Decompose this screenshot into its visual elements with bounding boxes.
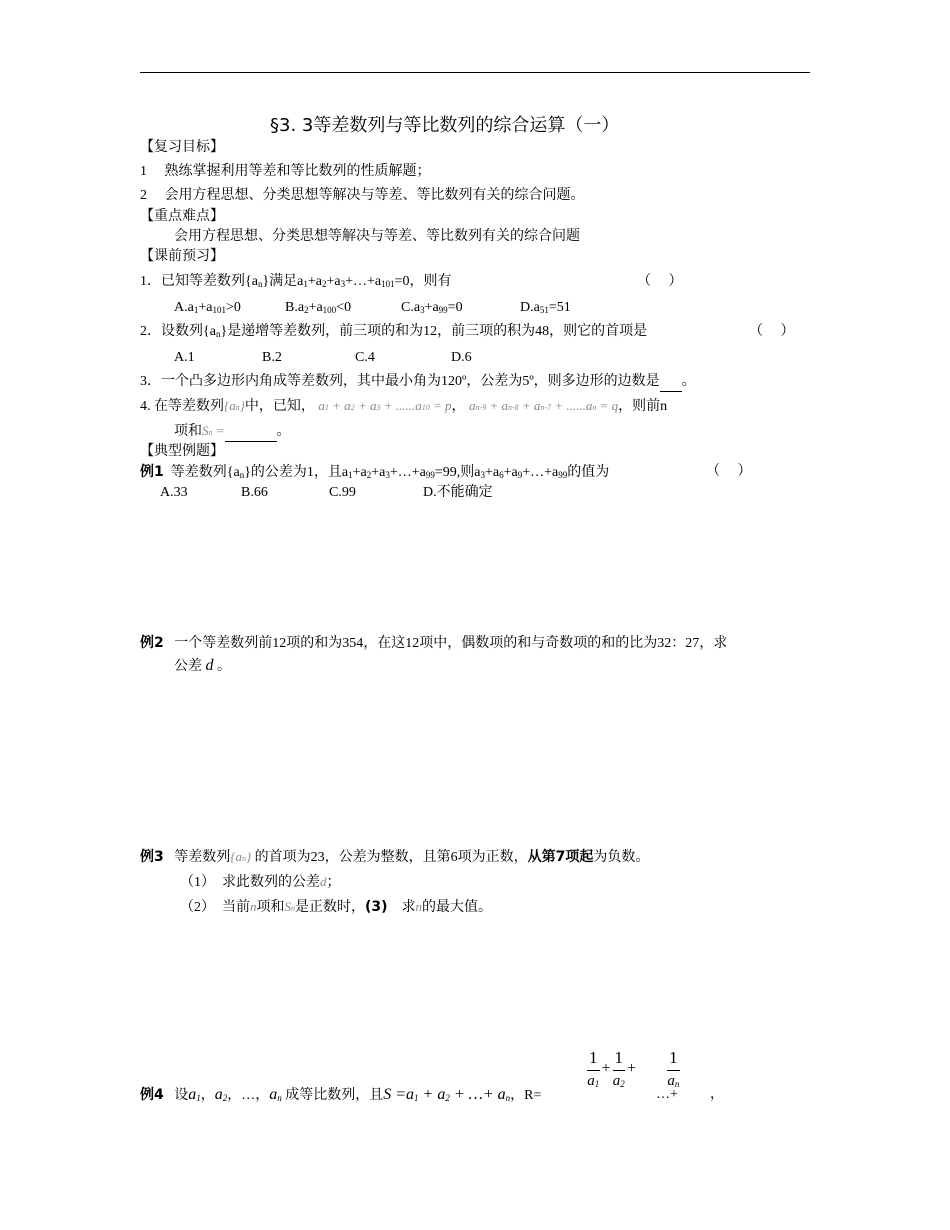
example-3-n-symbol-2: n bbox=[415, 899, 423, 914]
q4-formula-1: a1 + a2 + a3 + ......a10 = p bbox=[318, 398, 452, 413]
example-2-line2 bbox=[174, 657, 231, 676]
q2-option-a: A.1 bbox=[174, 350, 195, 365]
example-3-sub2-pre: （2） 当前 bbox=[180, 900, 250, 915]
q4-line2: 项和 bbox=[174, 424, 202, 439]
review-goal-1: 1 熟练掌握利用等差和等比数列的性质解题； bbox=[140, 164, 431, 179]
q1-option-c-label: C.a bbox=[401, 300, 421, 315]
example-1-paren: （ ） bbox=[706, 464, 752, 479]
review-heading: 【复习目标】 bbox=[140, 140, 224, 155]
example-3-sub2-bold: (3) bbox=[365, 899, 388, 915]
example-4-frac-n: $\frac{1}{a_n}$ bbox=[667, 1048, 680, 1089]
example-3 bbox=[140, 848, 649, 868]
q1-option-b-tail: <0 bbox=[336, 300, 352, 315]
q4-pre: 4. 在等差数列 bbox=[140, 399, 224, 414]
example-3-sub1-end: ； bbox=[326, 875, 341, 890]
q3-text: 3．一个凸多边形内角成等差数列，其中最小角为120º，公差为5º，则多边形的边数是 bbox=[140, 374, 660, 389]
q2-text-post: }是递增等差数列，前三项的和为12，前三项的积为48，则它的首项是 bbox=[220, 324, 648, 339]
example-4-r-formula: $\frac{1}{a_1}$ + $\frac{1}{a_2}$ + $\frac{1}{a_n}$ bbox=[587, 1048, 680, 1089]
q3-end: 。 bbox=[681, 374, 696, 389]
preview-q3 bbox=[140, 373, 696, 392]
example-1-text-pre: 等差数列{a bbox=[170, 465, 240, 480]
q1-option-d-label: D.a bbox=[520, 300, 540, 315]
example-4-pre: 设 bbox=[174, 1088, 189, 1103]
q1-option-a-label: A.a bbox=[174, 300, 194, 315]
q4-blank bbox=[225, 423, 277, 442]
q1-option-b: $B.a_2+a_{100}<0$ bbox=[285, 300, 352, 315]
example-2-text: 一个等差数列前12项的和为354，在这12项中，偶数项的和与奇数项的和的比为32：27，求 bbox=[174, 636, 728, 651]
q1-option-d-tail: =51 bbox=[548, 300, 571, 315]
q4-mid: 中，已知， bbox=[244, 399, 315, 414]
example-3-sub2-mid3: 求 bbox=[387, 900, 416, 915]
preview-q4-line2 bbox=[174, 422, 291, 442]
example-3-sub2-mid2: 是正数时， bbox=[295, 900, 365, 915]
example-4-ellipsis: …+ bbox=[656, 1087, 678, 1102]
example-1-text-tail: 的值为 bbox=[567, 465, 610, 480]
example-3-mid: 的首项为23，公差为整数，且第6项为正数， bbox=[254, 850, 528, 865]
key-text: 会用方程思想、分类思想等解决与等差、等比数列有关的综合问题 bbox=[174, 229, 580, 244]
q1-paren: （ ） bbox=[637, 274, 683, 289]
preview-q2: 2．设数列$\{a_n\}$是递增等差数列，前三项的和为12，前三项的积为48，则它的首项是 bbox=[140, 324, 648, 339]
key-heading: 【重点难点】 bbox=[140, 209, 224, 224]
example-2-end: 。 bbox=[217, 659, 231, 674]
example-1-option-b: B.66 bbox=[241, 485, 268, 500]
q4-formula-2: an-9 + an-8 + an-7 + ......an = q bbox=[469, 398, 619, 413]
q4-seq-symbol: {an} bbox=[224, 398, 245, 413]
example-3-label: 例3 bbox=[140, 849, 164, 865]
q1-option-a: $A.a_1+a_{101}>0$ bbox=[174, 300, 241, 315]
example-1-option-c: C.99 bbox=[329, 485, 356, 500]
q1-mid: }满足a bbox=[262, 274, 304, 289]
q4-end: 。 bbox=[276, 424, 291, 439]
q1-option-a-tail: >0 bbox=[225, 300, 241, 315]
example-3-seq-symbol: {an} bbox=[230, 849, 252, 864]
q2-option-b: B.2 bbox=[262, 350, 282, 365]
preview-q1: 1．已知等差数列$\{a_n\}$满足$a_1+a_2+a_3+\dots+a_{101}=0$，则有 bbox=[140, 274, 452, 289]
example-3-tail: 为负数。 bbox=[593, 850, 650, 865]
q1-label: 1．已知等差数列{a bbox=[140, 274, 258, 289]
q4-sn-symbol: Sn = bbox=[202, 423, 225, 438]
q1-option-d: $D.a_{51}=51$ bbox=[520, 300, 571, 315]
example-1-text-mid2: =99,则a bbox=[434, 465, 481, 480]
example-3-d-symbol: d bbox=[320, 874, 327, 889]
q1-option-c-tail: =0 bbox=[447, 300, 463, 315]
example-4: 例4 设$a_1$，$a_2$，…，$a_n$ 成等比数列，且$S =a_1 + a_2$ + …+ $a_n$，R= bbox=[140, 1086, 542, 1103]
example-1-option-d: D.不能确定 bbox=[423, 485, 493, 500]
preview-q4: 4. 在等差数列{an}中，已知， a1 + a2 + a3 + ......a10 = p， an-9 + an-8 + an-7 + ......an = q，则前n bbox=[140, 398, 668, 414]
example-4-terms: $a_1$ bbox=[188, 1086, 201, 1103]
example-4-r-label: R= bbox=[524, 1088, 542, 1103]
q2-paren: （ ） bbox=[749, 324, 795, 339]
example-4-frac-1: $\frac{1}{a_1}$ bbox=[587, 1048, 600, 1089]
example-3-n-symbol: n bbox=[250, 899, 257, 914]
q1-tail: =0，则有 bbox=[394, 274, 452, 289]
example-3-pre: 等差数列 bbox=[174, 850, 231, 865]
q4-tail: ，则前n bbox=[618, 399, 668, 414]
example-1: 例1 等差数列$\{a_n\}$的公差为1，且$a_1+a_2+a_3+\dots+a_{99}=99$,则$a_3+a_6+a_9+\dots+a_{99}$的值为 bbox=[140, 464, 610, 480]
q2-option-c: C.4 bbox=[355, 350, 375, 365]
example-4-frac-2: $\frac{1}{a_2}$ bbox=[612, 1048, 625, 1089]
q3-blank bbox=[660, 373, 682, 392]
example-3-sub2 bbox=[180, 898, 492, 918]
example-3-sub1-text: （1） 求此数列的公差 bbox=[180, 875, 320, 890]
example-2-d-symbol: d bbox=[205, 657, 214, 674]
example-4-mid: 成等比数列，且 bbox=[285, 1088, 384, 1103]
example-4-label: 例4 bbox=[140, 1087, 164, 1103]
example-2-label: 例2 bbox=[140, 635, 164, 651]
q1-option-c: $C.a_3+a_{99}=0$ bbox=[401, 300, 463, 315]
examples-heading: 【典型例题】 bbox=[140, 444, 224, 459]
example-3-sub2-mid: 项和 bbox=[256, 900, 285, 915]
example-4-s-formula: $S =a_1 + a_2$ + …+ $a_n$ bbox=[383, 1086, 511, 1103]
review-goal-2: 2 会用方程思想、分类思想等解决与等差、等比数列有关的综合问题。 bbox=[140, 188, 585, 203]
example-1-text-mid: }的公差为1，且a bbox=[244, 465, 349, 480]
q2-option-d: D.6 bbox=[451, 350, 472, 365]
example-3-sn-symbol: Sn bbox=[284, 899, 295, 914]
preview-heading: 【课前预习】 bbox=[140, 249, 224, 264]
example-2 bbox=[140, 634, 727, 653]
q1-option-b-label: B.a bbox=[285, 300, 305, 315]
example-4-end: ， bbox=[710, 1087, 724, 1102]
example-1-option-a: A.33 bbox=[160, 485, 188, 500]
example-1-label: 例1 bbox=[140, 464, 164, 480]
header-rule bbox=[140, 72, 810, 73]
example-2-line2-text: 公差 bbox=[174, 659, 202, 674]
example-3-sub1 bbox=[180, 873, 341, 892]
q2-text-pre: 2．设数列{a bbox=[140, 324, 216, 339]
example-3-bold: 从第7项起 bbox=[527, 849, 594, 865]
page-title: §3. 3等差数列与等比数列的综合运算（一） bbox=[270, 115, 620, 136]
example-3-sub2-tail: 的最大值。 bbox=[422, 900, 493, 915]
